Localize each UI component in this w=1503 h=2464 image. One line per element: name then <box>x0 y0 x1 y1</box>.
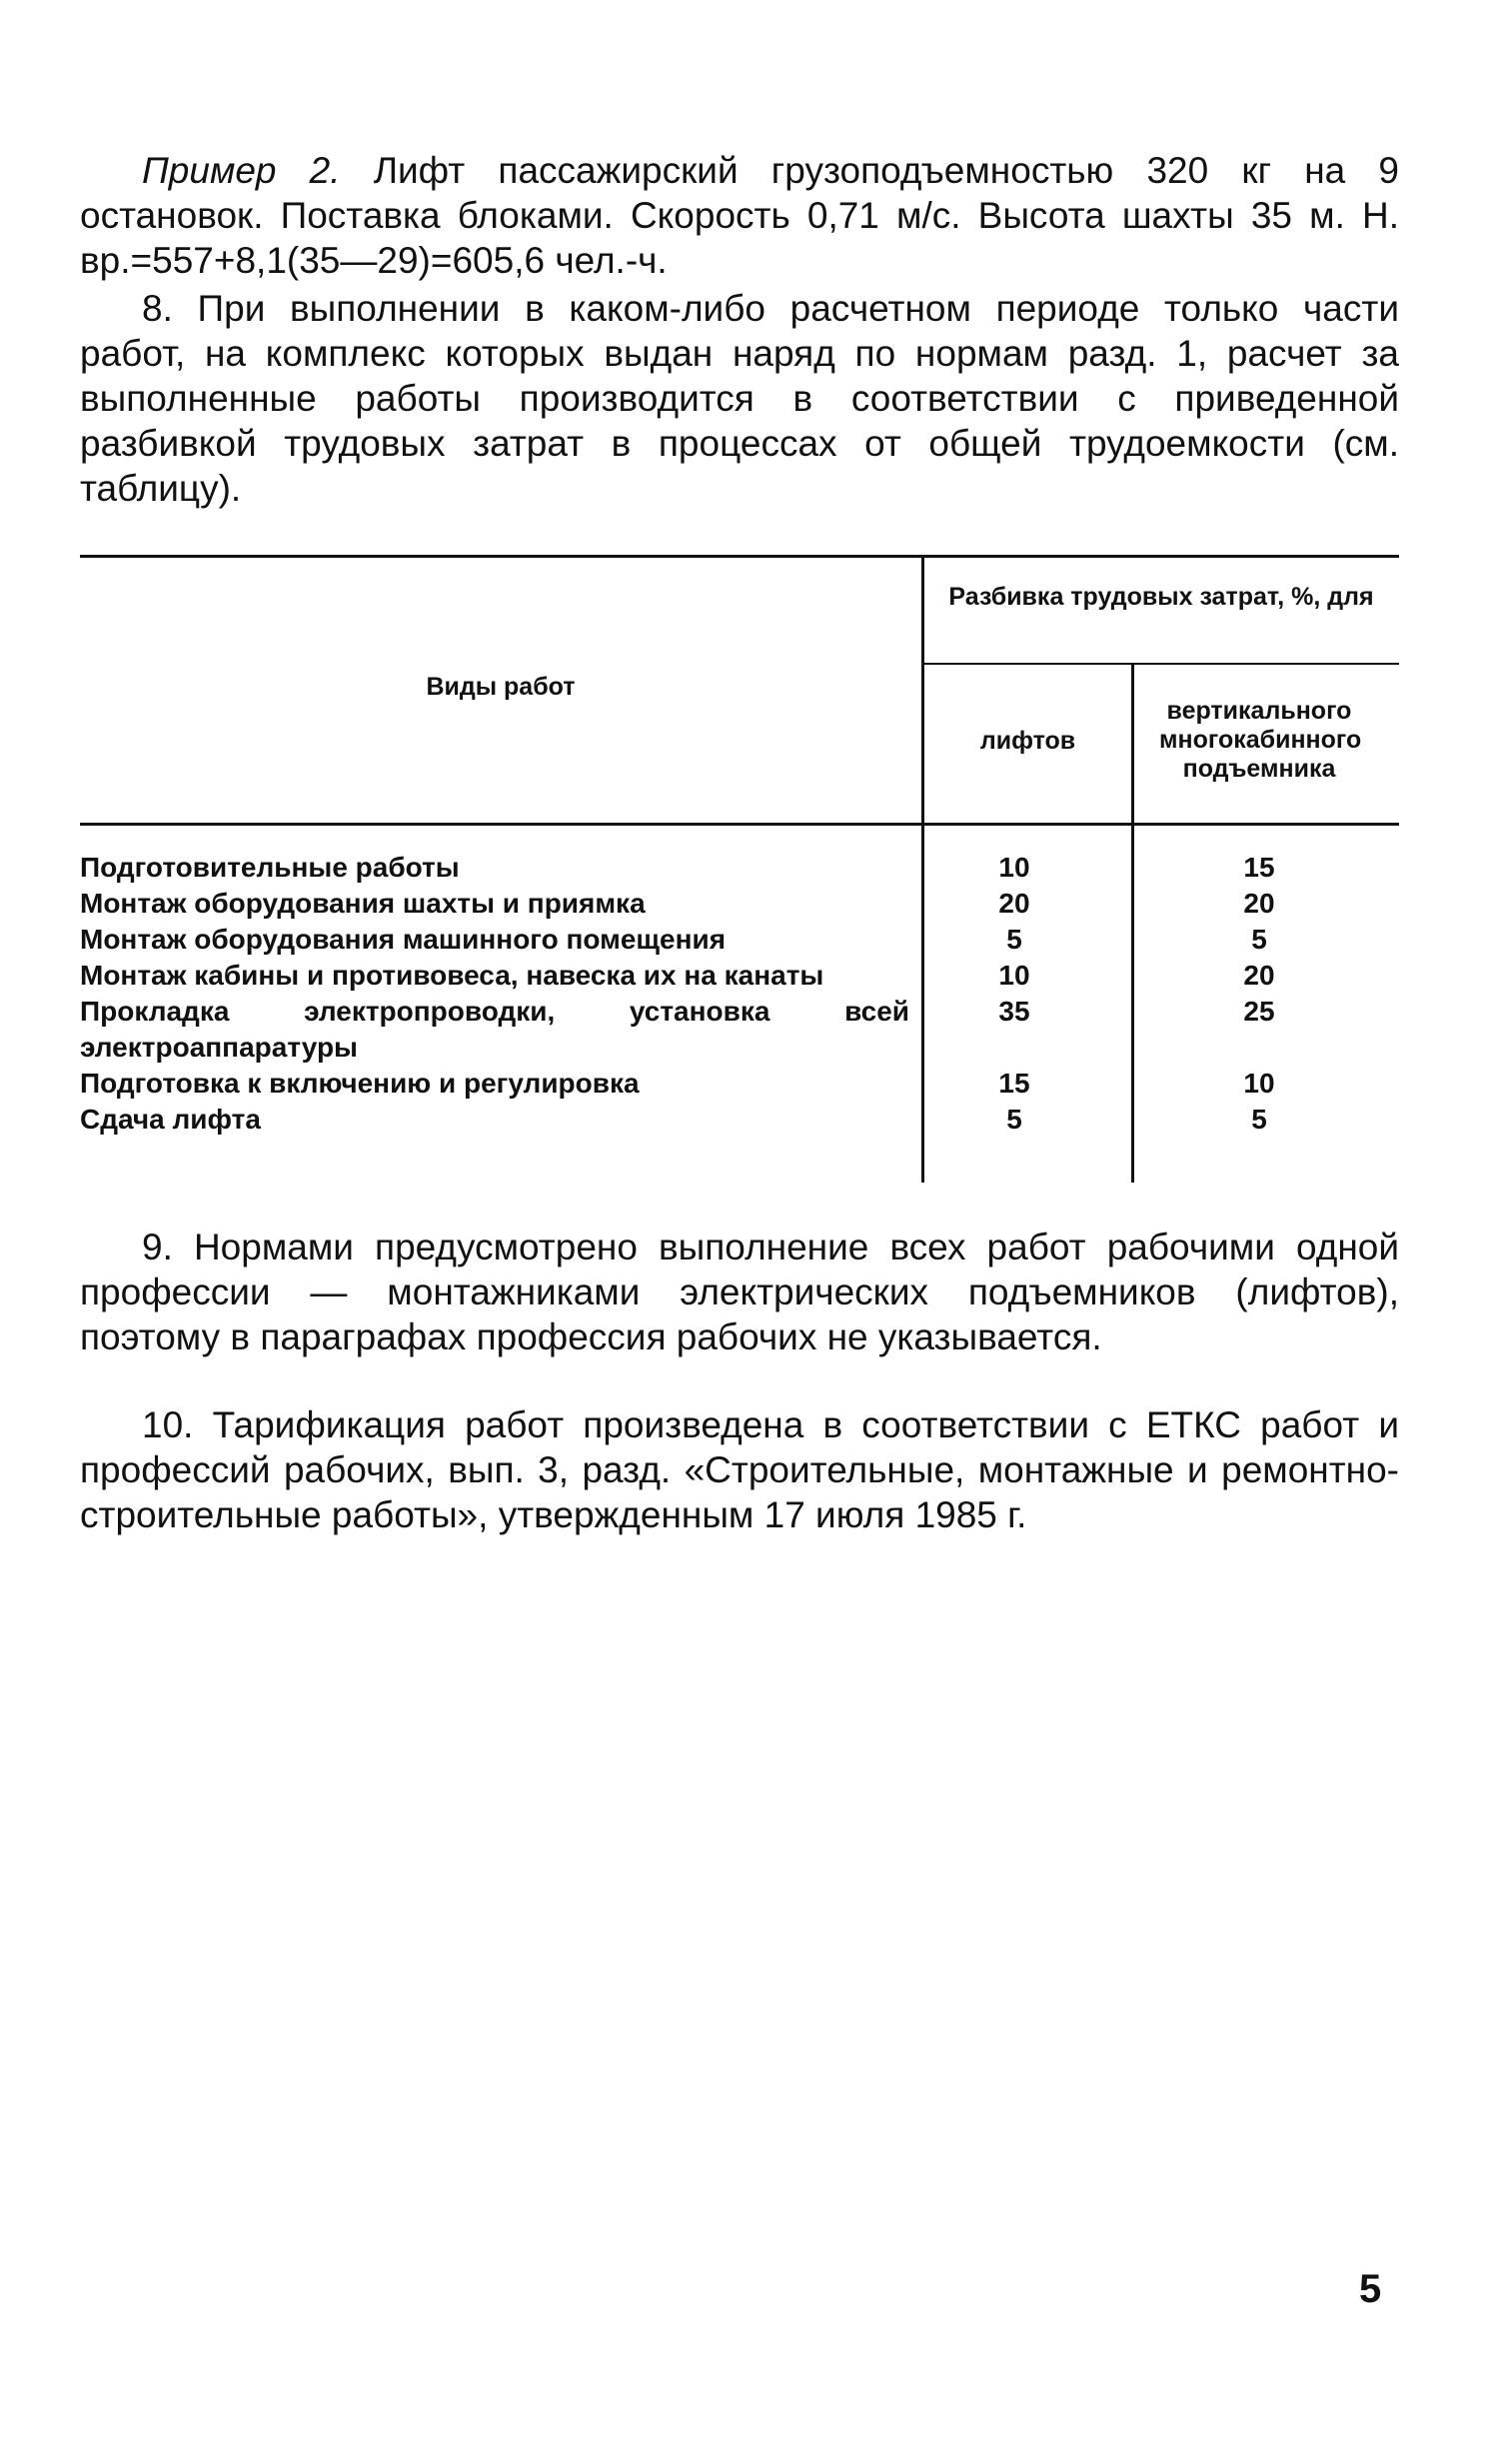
row-vertical-value: 10 <box>1243 1068 1275 1099</box>
table-row <box>80 922 1399 958</box>
header-lifts: лифтов <box>979 727 1076 755</box>
header-bottom-rule <box>80 823 1399 826</box>
table-top-rule <box>80 555 1399 558</box>
header-vertical-lift: вертикального многокабинного подъемника <box>1159 697 1362 783</box>
example-label: Пример 2. <box>142 150 341 191</box>
paragraph-9-text: 9. Нормами предусмотрено выполнение всех работ рабочими одной профессии — монтажниками электрических подъемников (лифтов), поэтому в параграфах профессия рабочих не указывается. <box>80 1227 1399 1357</box>
paragraph-10 <box>80 1402 1399 1537</box>
row-name: Монтаж оборудования машинного помещения <box>80 924 727 955</box>
paragraph-9 <box>80 1225 1399 1359</box>
example-paragraph <box>80 148 1399 283</box>
row-name: Сдача лифта <box>80 1104 261 1135</box>
table-row <box>80 958 1399 994</box>
row-name: Прокладка электропроводки, установка всей электроаппаратуры <box>80 996 909 1063</box>
row-vertical-value: 20 <box>1243 888 1275 919</box>
header-split-rule <box>921 663 1399 665</box>
table-row <box>80 850 1399 886</box>
row-vertical-value: 15 <box>1243 852 1275 883</box>
row-lifts-value: 10 <box>998 960 1030 991</box>
table-row <box>80 886 1399 922</box>
paragraph-8 <box>80 286 1399 511</box>
row-lifts-value: 10 <box>998 852 1030 883</box>
row-lifts-value: 20 <box>998 888 1030 919</box>
paragraph-10-text: 10. Тарификация работ произведена в соответствии с ЕТКС работ и профессий рабочих, вып. 3, разд. «Строительные, монтажные и ремонтно-строительные работы», утвержденным 17 июля 1985 г. <box>80 1404 1399 1535</box>
row-name: Монтаж кабины и противовеса, навеска их на канаты <box>80 960 824 991</box>
table-row <box>80 994 1399 1066</box>
row-vertical-value: 5 <box>1251 924 1267 955</box>
table-row <box>80 1102 1399 1138</box>
row-lifts-value: 5 <box>1006 1104 1022 1135</box>
example-text: Лифт пассажирский грузоподъемностью 320 кг на 9 остановок. Поставка блоками. Скорость 0,71 м/с. Высота шахты 35 м. Н. вр.=557+8,1(35—29)=605,6 чел.-ч. <box>80 150 1400 281</box>
row-lifts-value: 15 <box>998 1068 1030 1099</box>
page-number: 5 <box>1359 2267 1382 2311</box>
row-name: Подготовительные работы <box>80 852 460 883</box>
table-row <box>80 1066 1399 1102</box>
row-lifts-value: 35 <box>998 996 1030 1027</box>
row-name: Монтаж оборудования шахты и приямка <box>80 888 646 919</box>
header-work-types: Виды работ <box>426 673 576 701</box>
row-name: Подготовка к включению и регулировка <box>80 1068 640 1099</box>
row-vertical-value: 25 <box>1243 996 1275 1027</box>
table-body <box>80 850 1399 1138</box>
row-vertical-value: 5 <box>1251 1104 1267 1135</box>
paragraph-8-text: 8. При выполнении в каком-либо расчетном периоде только части работ, на комплекс которых выдан наряд по нормам разд. 1, расчет за выполненные работы производится в соответствии с приведенной разбивкой трудовых затрат в процессах от общей трудоемкости (см. таблицу). <box>80 288 1399 509</box>
row-vertical-value: 20 <box>1243 960 1275 991</box>
header-breakdown: Разбивка трудовых затрат, %, для <box>948 583 1374 611</box>
row-lifts-value: 5 <box>1006 924 1022 955</box>
labor-breakdown-table <box>80 555 1399 1183</box>
